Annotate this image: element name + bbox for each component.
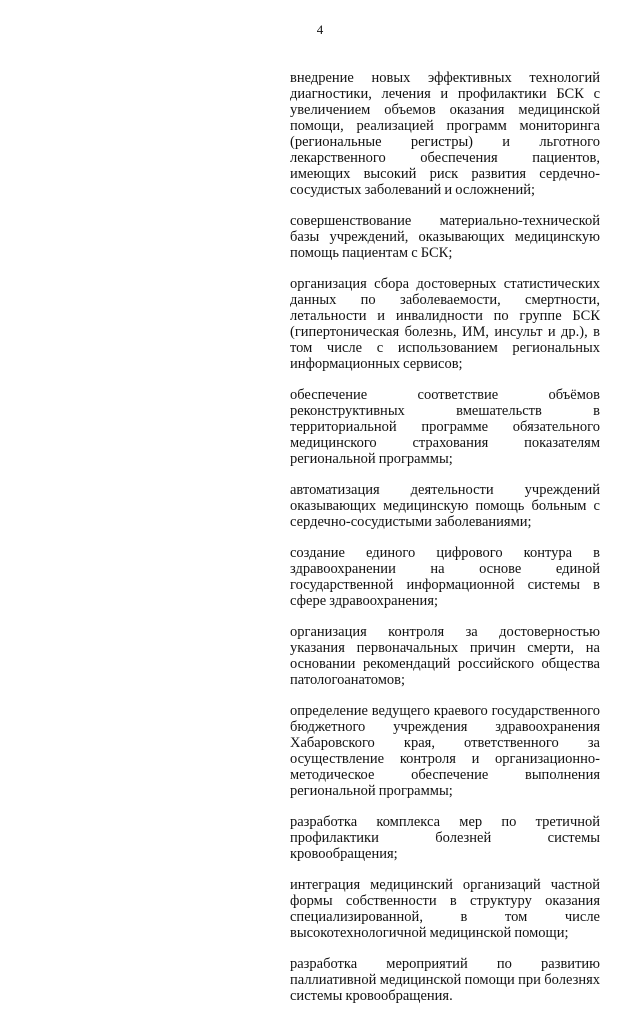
list-item-paragraph: обеспечение соответствие объёмов реконструктивных вмешательств в территориальной программе обязательного медицинского страхования показателям региональной программы; xyxy=(290,387,600,467)
list-item-paragraph: интеграция медицинский организаций частной формы собственности в структуру оказания специализированной, в том числе высокотехнологичной медицинской помощи; xyxy=(290,877,600,941)
list-item-paragraph: создание единого цифрового контура в здравоохранении на основе единой государственной информационной системы в сфере здравоохранения; xyxy=(290,545,600,609)
list-item-paragraph: разработка мероприятий по развитию паллиативной медицинской помощи при болезнях системы кровообращения. xyxy=(290,956,600,1004)
page-number: 4 xyxy=(316,22,324,37)
list-item-paragraph: разработка комплекса мер по третичной профилактики болезней системы кровообращения; xyxy=(290,814,600,862)
list-item-paragraph: определение ведущего краевого государственного бюджетного учреждения здравоохранения Хабаровского края, ответственного за осуществление контроля и организационно-методическое обеспечение выполнения региональной программы; xyxy=(290,703,600,799)
document-body xyxy=(290,70,600,1019)
list-item-paragraph: организация сбора достоверных статистических данных по заболеваемости, смертности, летальности и инвалидности по группе БСК (гипертоническая болезнь, ИМ, инсульт и др.), в том числе с использованием региональных информационных сервисов; xyxy=(290,276,600,372)
list-item-paragraph: совершенствование материально-технической базы учреждений, оказывающих медицинскую помощь пациентам с БСК; xyxy=(290,213,600,261)
list-item-paragraph: автоматизация деятельности учреждений оказывающих медицинскую помощь больным с сердечно-сосудистыми заболеваниями; xyxy=(290,482,600,530)
list-item-paragraph: внедрение новых эффективных технологий диагностики, лечения и профилактики БСК с увеличением объемов оказания медицинской помощи, реализацией программ мониторинга (региональные регистры) и льготного лекарственного обеспечения пациентов, имеющих высокий риск развития сердечно-сосудистых заболеваний и осложнений; xyxy=(290,70,600,198)
list-item-paragraph: организация контроля за достоверностью указания первоначальных причин смерти, на основании рекомендаций российского общества патологоанатомов; xyxy=(290,624,600,688)
